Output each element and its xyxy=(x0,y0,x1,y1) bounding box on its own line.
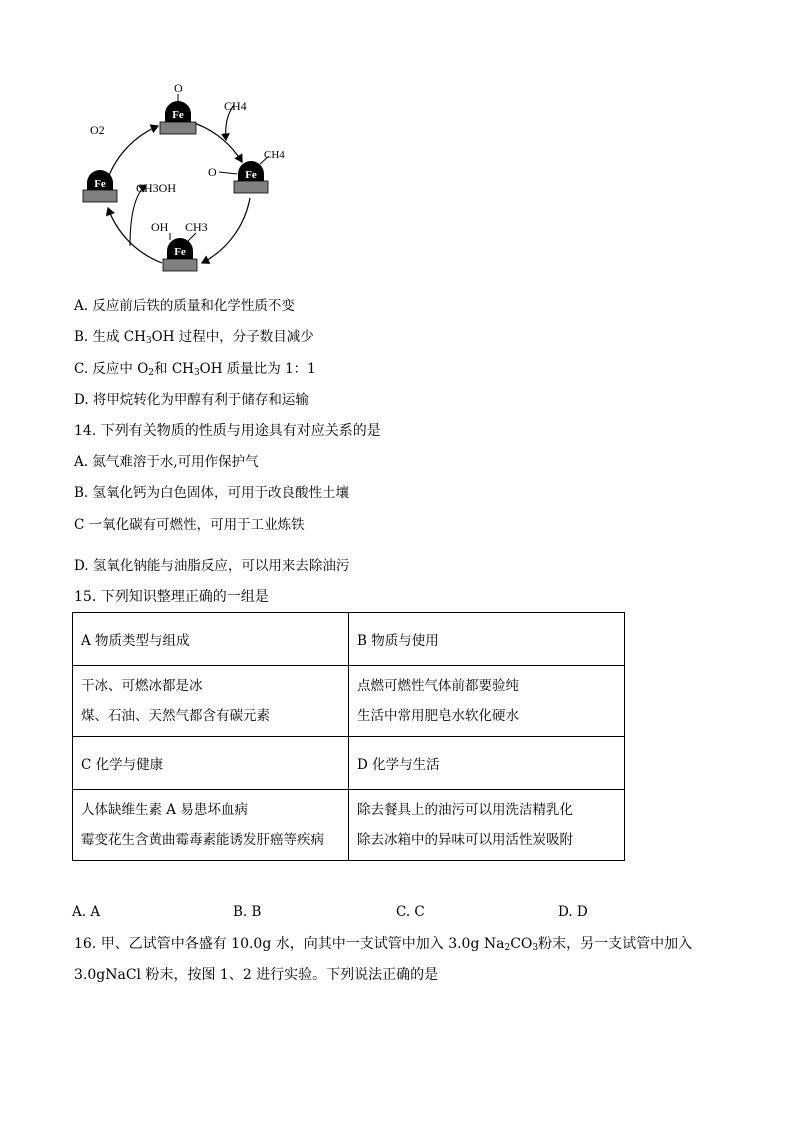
cell-line: 生活中常用肥皂水软化硬水 xyxy=(357,708,519,724)
cycle-svg xyxy=(74,70,314,280)
table-cell-a-head: A 物质类型与组成 xyxy=(73,613,349,666)
cell-line: 除去餐具上的油污可以用洗洁精乳化 xyxy=(357,802,573,818)
option-text: C. 反应中 O xyxy=(74,361,149,377)
q15-option-a[interactable]: A. A xyxy=(72,904,101,920)
table-cell-b-body xyxy=(349,666,625,737)
fe-label: Fe xyxy=(94,178,106,190)
q13-option-b[interactable] xyxy=(74,328,314,346)
arc-top-right xyxy=(194,123,242,162)
cell-line: 除去冰箱中的异味可以用活性炭吸附 xyxy=(357,832,573,848)
table-cell-d-head: D 化学与生活 xyxy=(349,737,625,790)
fe-label: Fe xyxy=(245,169,257,181)
arc-bottom-left xyxy=(108,208,162,263)
q14-option-a[interactable]: A. 氮气难溶于水,可用作保护气 xyxy=(74,454,259,470)
stem-text: 16. 甲、乙试管中各盛有 10.0g 水，向其中一支试管中加入 3.0g Na xyxy=(74,936,505,952)
table-cell-d-body xyxy=(349,790,625,861)
catalytic-cycle-diagram xyxy=(74,70,314,280)
table-row xyxy=(73,613,625,666)
option-text: 和 CH xyxy=(154,361,194,377)
stem-text: 粉末，另一支试管中加入 xyxy=(538,936,693,952)
subscript: 3 xyxy=(145,336,152,346)
stem-text: CO xyxy=(510,936,533,952)
bound-methane-label: CH4 xyxy=(264,149,285,161)
fe-site-top xyxy=(160,81,196,134)
methanol-label: CH3OH xyxy=(136,181,177,195)
subscript: 3 xyxy=(532,943,539,953)
o2-label: O2 xyxy=(90,123,105,137)
q16-stem-line1 xyxy=(74,935,692,953)
cell-line: 煤、石油、天然气都含有碳元素 xyxy=(81,708,270,724)
oxygen-label: O xyxy=(174,81,183,95)
option-text: B. 生成 CH xyxy=(74,329,146,345)
q14-option-c[interactable]: C 一氧化碳有可燃性，可用于工业炼铁 xyxy=(74,517,305,533)
q15-option-b[interactable]: B. B xyxy=(233,904,262,920)
arc-right-bottom xyxy=(202,198,250,263)
subscript: 2 xyxy=(148,368,155,378)
fe-site-bottom xyxy=(151,220,208,271)
cell-line: 人体缺维生素 A 易患坏血病 xyxy=(81,802,248,818)
cell-line: 点燃可燃性气体前都要验纯 xyxy=(357,678,519,694)
q15-option-c[interactable]: C. C xyxy=(396,904,425,920)
q14-option-d[interactable]: D. 氢氧化钠能与油脂反应，可以用来去除油污 xyxy=(74,558,350,574)
cell-line: 霉变花生含黄曲霉毒素能诱发肝癌等疾病 xyxy=(81,832,324,848)
table-row xyxy=(73,666,625,737)
fe-label: Fe xyxy=(172,109,184,121)
option-text: A. 反应前后铁的质量和化学性质不变 xyxy=(74,298,295,314)
fe-label: Fe xyxy=(174,246,186,258)
fe-site-left xyxy=(83,170,117,202)
option-text: OH 质量比为 1：1 xyxy=(199,361,316,377)
table-cell-c-body xyxy=(73,790,349,861)
table-cell-b-head: B 物质与使用 xyxy=(349,613,625,666)
oxygen-label: O xyxy=(208,165,217,179)
table-cell-a-body xyxy=(73,666,349,737)
q14-stem: 14. 下列有关物质的性质与用途具有对应关系的是 xyxy=(74,423,381,439)
fe-site-right xyxy=(208,149,285,193)
table-row xyxy=(73,737,625,790)
table-row xyxy=(73,790,625,861)
q15-option-d[interactable]: D. D xyxy=(558,904,588,920)
subscript: 2 xyxy=(504,943,511,953)
q16-stem-line2: 3.0gNaCl 粉末，按图 1、2 进行实验。下列说法正确的是 xyxy=(74,967,439,983)
arc-left-top xyxy=(108,126,158,178)
methane-label: CH4 xyxy=(224,99,247,113)
table-cell-c-head: C 化学与健康 xyxy=(73,737,349,790)
knowledge-table xyxy=(72,612,625,861)
option-text: D. 将甲烷转化为甲醇有利于储存和运输 xyxy=(74,392,309,408)
hydroxyl-label: OH xyxy=(151,220,169,234)
methyl-label: CH3 xyxy=(185,220,208,234)
q13-option-d[interactable] xyxy=(74,391,309,409)
option-text: OH 过程中，分子数目减少 xyxy=(151,329,314,345)
q14-option-b[interactable]: B. 氢氧化钙为白色固体，可用于改良酸性土壤 xyxy=(74,485,350,501)
q13-option-a[interactable] xyxy=(74,297,295,315)
q15-stem: 15. 下列知识整理正确的一组是 xyxy=(74,589,269,605)
subscript: 3 xyxy=(193,368,200,378)
cell-line: 干冰、可燃冰都是冰 xyxy=(81,678,203,694)
q13-option-c[interactable] xyxy=(74,360,316,378)
